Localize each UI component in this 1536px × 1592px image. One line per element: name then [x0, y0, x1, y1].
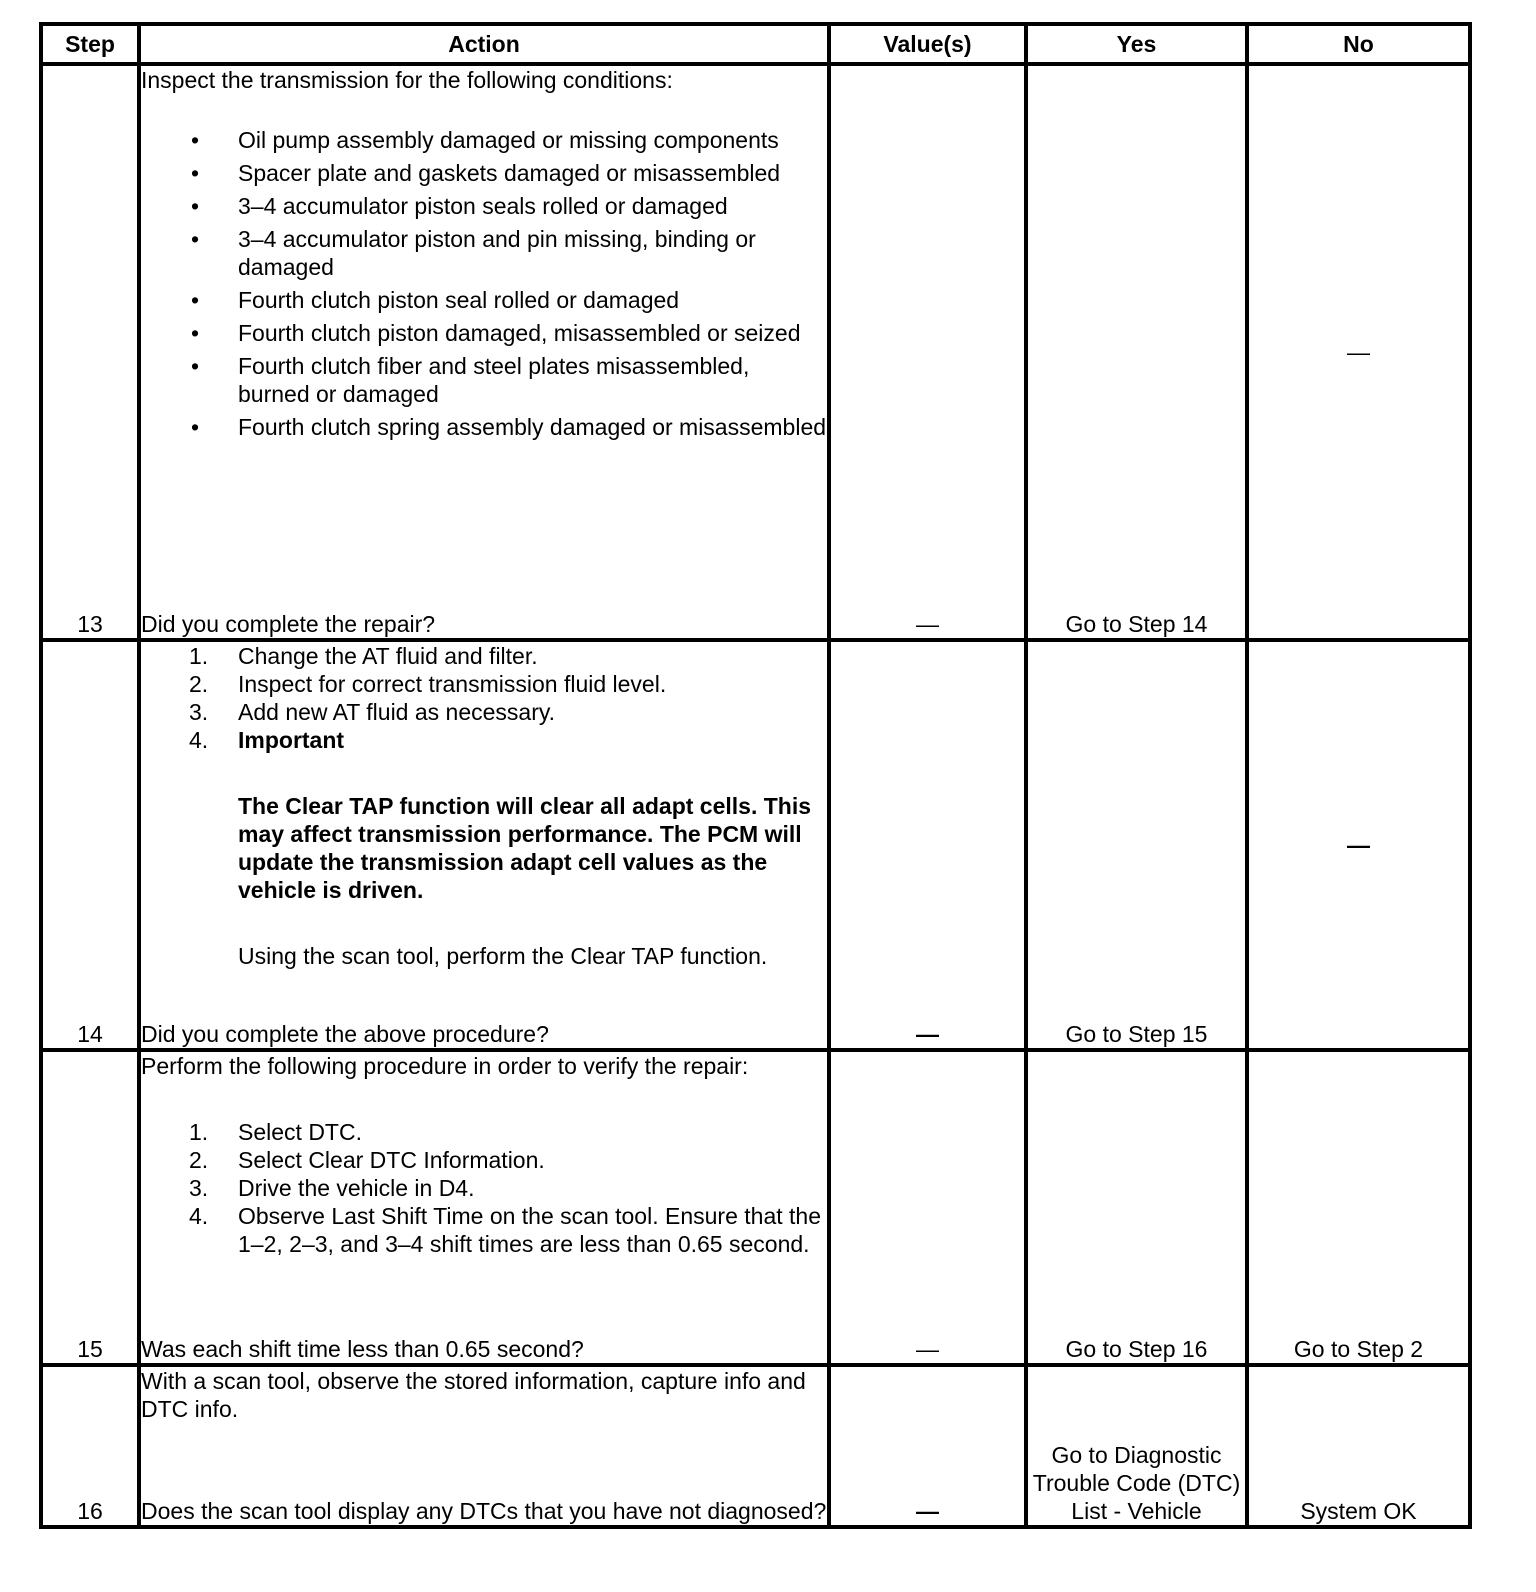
header-action: Action	[139, 24, 829, 64]
important-note: The Clear TAP function will clear all adapt cells. This may affect transmission performance. The PCM will update the transmission adapt cell values as the vehicle is driven.	[238, 793, 812, 903]
no-cell: —	[1247, 640, 1470, 1050]
step-number: 15	[41, 1050, 139, 1365]
table-row-step-16	[41, 1365, 1470, 1527]
list-item: • Fourth clutch spring assembly damaged or misassembled	[191, 414, 827, 440]
bullet-icon: •	[191, 193, 200, 219]
value-cell: —	[829, 64, 1026, 640]
header-row	[41, 24, 1470, 64]
bullet-icon: •	[191, 226, 200, 252]
action-cell	[139, 1365, 829, 1527]
list-item: • 3–4 accumulator piston and pin missing, binding or damaged	[191, 226, 756, 280]
diagnostic-table	[39, 22, 1472, 1529]
no-cell: Go to Step 2	[1247, 1050, 1470, 1365]
procedure-list	[141, 1118, 827, 1258]
value-cell: —	[829, 640, 1026, 1050]
bullet-icon: •	[191, 414, 200, 440]
action-question: Was each shift time less than 0.65 second?	[141, 1336, 584, 1362]
bullet-icon: •	[191, 287, 200, 313]
header-step: Step	[41, 24, 139, 64]
list-item: • Fourth clutch piston seal rolled or damaged	[191, 287, 680, 313]
step-number: 13	[41, 64, 139, 640]
table-row-step-13	[41, 64, 1470, 640]
bullet-icon: •	[191, 320, 200, 346]
list-item: • Spacer plate and gaskets damaged or misassembled	[191, 160, 781, 186]
list-item: • Fourth clutch fiber and steel plates misassembled, burned or damaged	[191, 353, 750, 407]
important-action: Using the scan tool, perform the Clear TAP function.	[238, 943, 768, 969]
value-cell: —	[829, 1050, 1026, 1365]
yes-cell: Go to Step 15	[1026, 640, 1247, 1050]
header-values: Value(s)	[829, 24, 1026, 64]
bullet-icon: •	[191, 160, 200, 186]
action-question: Does the scan tool display any DTCs that you have not diagnosed?	[141, 1498, 827, 1524]
procedure-list	[141, 642, 827, 970]
no-cell: —	[1247, 64, 1470, 640]
header-no: No	[1247, 24, 1470, 64]
list-item: 1. Select DTC.	[189, 1119, 362, 1145]
list-item: 3. Drive the vehicle in D4.	[189, 1175, 475, 1201]
list-item: 3. Add new AT fluid as necessary.	[189, 699, 556, 725]
value-cell: —	[829, 1365, 1026, 1527]
action-intro: Perform the following procedure in order to verify the repair:	[141, 1053, 749, 1079]
list-item: 1. Change the AT fluid and filter.	[189, 643, 538, 669]
bullet-icon: •	[191, 127, 200, 153]
list-item: 2. Select Clear DTC Information.	[189, 1147, 545, 1173]
step-number: 16	[41, 1365, 139, 1527]
yes-cell: Go to Step 16	[1026, 1050, 1247, 1365]
list-item: 4. Observe Last Shift Time on the scan tool. Ensure that the 1–2, 2–3, and 3–4 shift times are less than 0.65 second.	[189, 1203, 821, 1257]
list-item: • Fourth clutch piston damaged, misassembled or seized	[191, 320, 801, 346]
action-intro: Inspect the transmission for the following conditions:	[141, 67, 673, 93]
no-cell: System OK	[1247, 1365, 1470, 1527]
yes-cell: Go to Diagnostic Trouble Code (DTC) List - Vehicle	[1026, 1365, 1247, 1527]
action-intro: With a scan tool, observe the stored information, capture info and DTC info.	[141, 1368, 806, 1422]
action-question: Did you complete the repair?	[141, 611, 436, 637]
list-item: 2. Inspect for correct transmission fluid level.	[189, 671, 667, 697]
action-question: Did you complete the above procedure?	[141, 1021, 549, 1047]
step-number: 14	[41, 640, 139, 1050]
list-item: • 3–4 accumulator piston seals rolled or damaged	[191, 193, 728, 219]
action-cell	[139, 640, 829, 1050]
action-cell	[139, 64, 829, 640]
important-heading: Important	[238, 727, 345, 753]
list-item: 4. Important The Clear TAP function will clear all adapt cells. This may affect transmission performance. The PCM will update the transmission adapt cell values as the vehicle is driven. Using the scan tool, perform the Clear TAP function.	[141, 726, 827, 970]
header-yes: Yes	[1026, 24, 1247, 64]
action-cell	[139, 1050, 829, 1365]
table-row-step-14	[41, 640, 1470, 1050]
list-item: • Oil pump assembly damaged or missing components	[191, 127, 779, 153]
yes-cell: Go to Step 14	[1026, 64, 1247, 640]
condition-list	[141, 126, 827, 441]
bullet-icon: •	[191, 353, 200, 379]
table-row-step-15	[41, 1050, 1470, 1365]
